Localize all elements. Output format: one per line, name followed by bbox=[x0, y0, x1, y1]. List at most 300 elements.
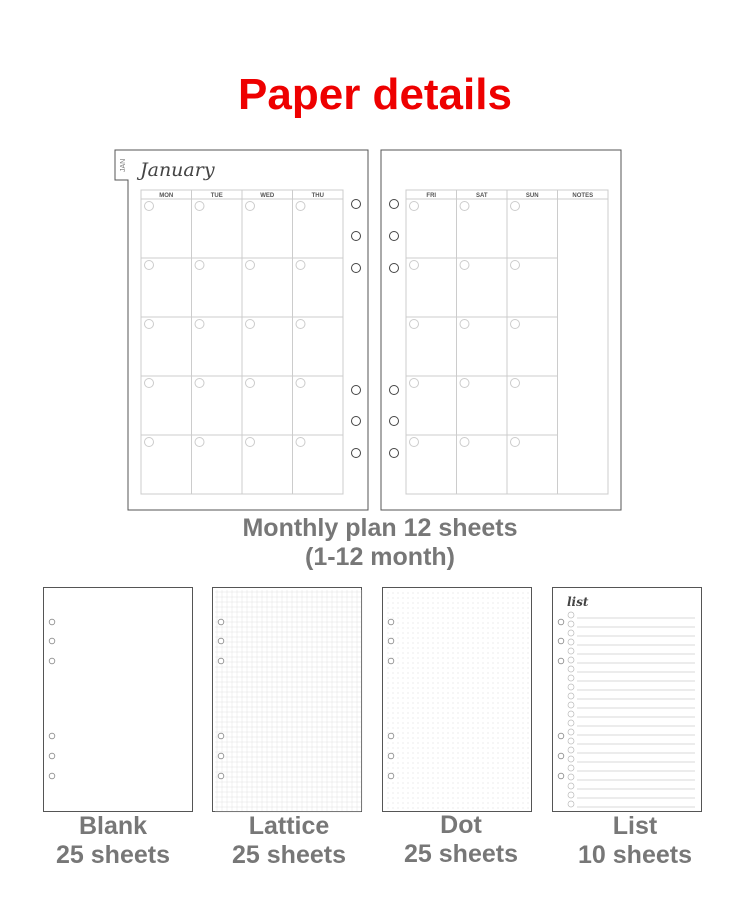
dot bbox=[393, 708, 394, 709]
dot bbox=[493, 718, 494, 719]
dot bbox=[493, 723, 494, 724]
dot bbox=[453, 653, 454, 654]
dot bbox=[523, 638, 524, 639]
dot bbox=[443, 628, 444, 629]
dot bbox=[458, 773, 459, 774]
dot bbox=[433, 653, 434, 654]
binder-hole bbox=[390, 417, 399, 426]
dot bbox=[398, 603, 399, 604]
dot bbox=[388, 598, 389, 599]
dot bbox=[458, 763, 459, 764]
dot bbox=[428, 663, 429, 664]
binder-hole bbox=[390, 232, 399, 241]
dot bbox=[528, 688, 529, 689]
dot bbox=[403, 603, 404, 604]
dot bbox=[418, 798, 419, 799]
day-header: SAT bbox=[475, 193, 488, 199]
list-sheet bbox=[552, 587, 702, 812]
dot bbox=[498, 808, 499, 809]
dot bbox=[453, 628, 454, 629]
dot bbox=[493, 698, 494, 699]
dot bbox=[468, 668, 469, 669]
dot bbox=[433, 758, 434, 759]
dot bbox=[468, 678, 469, 679]
dot bbox=[478, 753, 479, 754]
dot bbox=[393, 788, 394, 789]
dot bbox=[433, 738, 434, 739]
binder-hole bbox=[49, 619, 55, 625]
dot bbox=[443, 688, 444, 689]
dot bbox=[403, 673, 404, 674]
dot bbox=[488, 793, 489, 794]
dot bbox=[413, 768, 414, 769]
dot bbox=[443, 703, 444, 704]
dot bbox=[463, 603, 464, 604]
dot bbox=[448, 623, 449, 624]
binder-hole bbox=[388, 658, 394, 664]
dot bbox=[483, 653, 484, 654]
dot bbox=[523, 793, 524, 794]
dot bbox=[478, 663, 479, 664]
dot bbox=[498, 633, 499, 634]
dot bbox=[473, 763, 474, 764]
dot bbox=[468, 718, 469, 719]
dot bbox=[403, 808, 404, 809]
dot bbox=[433, 613, 434, 614]
dot bbox=[503, 668, 504, 669]
dot bbox=[388, 798, 389, 799]
dot bbox=[453, 803, 454, 804]
dot bbox=[413, 723, 414, 724]
dot bbox=[498, 783, 499, 784]
dot bbox=[513, 593, 514, 594]
dot bbox=[433, 708, 434, 709]
dot bbox=[453, 733, 454, 734]
dot bbox=[413, 673, 414, 674]
dot bbox=[503, 618, 504, 619]
dot bbox=[388, 713, 389, 714]
dot bbox=[463, 678, 464, 679]
dot bbox=[513, 793, 514, 794]
dot bbox=[508, 783, 509, 784]
dot bbox=[398, 713, 399, 714]
dot bbox=[523, 698, 524, 699]
checkbox-circle bbox=[568, 774, 574, 780]
dot bbox=[473, 613, 474, 614]
dot bbox=[478, 613, 479, 614]
dot bbox=[408, 743, 409, 744]
day-header: SUN bbox=[525, 193, 539, 199]
checkbox-circle bbox=[568, 783, 574, 789]
dot bbox=[388, 633, 389, 634]
dot bbox=[483, 738, 484, 739]
dot bbox=[448, 788, 449, 789]
dot bbox=[428, 783, 429, 784]
dot bbox=[398, 688, 399, 689]
dot bbox=[408, 748, 409, 749]
dot bbox=[488, 653, 489, 654]
dot bbox=[518, 633, 519, 634]
dot bbox=[388, 708, 389, 709]
dot bbox=[523, 658, 524, 659]
dot bbox=[523, 708, 524, 709]
dot bbox=[503, 673, 504, 674]
dot bbox=[448, 633, 449, 634]
dot bbox=[433, 643, 434, 644]
dot bbox=[448, 613, 449, 614]
dot bbox=[423, 798, 424, 799]
dot bbox=[508, 643, 509, 644]
dot bbox=[398, 658, 399, 659]
dot bbox=[483, 608, 484, 609]
dot bbox=[483, 648, 484, 649]
dot bbox=[388, 728, 389, 729]
dot bbox=[433, 803, 434, 804]
dot bbox=[408, 753, 409, 754]
dot bbox=[463, 638, 464, 639]
dot bbox=[393, 678, 394, 679]
dot bbox=[463, 793, 464, 794]
dot bbox=[458, 783, 459, 784]
dot bbox=[403, 713, 404, 714]
dot bbox=[423, 743, 424, 744]
dot bbox=[498, 718, 499, 719]
dot bbox=[448, 598, 449, 599]
dot bbox=[413, 668, 414, 669]
dot bbox=[423, 803, 424, 804]
dot bbox=[403, 733, 404, 734]
dot bbox=[448, 758, 449, 759]
dot bbox=[468, 738, 469, 739]
dot bbox=[443, 693, 444, 694]
dot-caption bbox=[376, 811, 546, 869]
dot bbox=[468, 798, 469, 799]
checkbox-circle bbox=[568, 738, 574, 744]
dot bbox=[438, 593, 439, 594]
dot bbox=[423, 808, 424, 809]
dot bbox=[443, 623, 444, 624]
dot bbox=[418, 603, 419, 604]
dot bbox=[433, 763, 434, 764]
dot bbox=[508, 743, 509, 744]
dot bbox=[463, 668, 464, 669]
dot bbox=[408, 758, 409, 759]
dot bbox=[498, 623, 499, 624]
dot bbox=[493, 808, 494, 809]
dot bbox=[398, 663, 399, 664]
dot bbox=[398, 708, 399, 709]
dot bbox=[503, 728, 504, 729]
dot bbox=[518, 623, 519, 624]
dot bbox=[488, 683, 489, 684]
dot bbox=[493, 778, 494, 779]
dot bbox=[503, 763, 504, 764]
dot bbox=[463, 723, 464, 724]
dot bbox=[473, 688, 474, 689]
dot bbox=[458, 678, 459, 679]
binder-hole bbox=[390, 264, 399, 273]
dot bbox=[458, 748, 459, 749]
dot bbox=[388, 658, 389, 659]
dot bbox=[508, 608, 509, 609]
dot bbox=[513, 633, 514, 634]
dot bbox=[493, 608, 494, 609]
dot bbox=[458, 698, 459, 699]
dot bbox=[443, 733, 444, 734]
dot bbox=[443, 783, 444, 784]
dot bbox=[413, 718, 414, 719]
dot bbox=[413, 713, 414, 714]
dot-sheet bbox=[382, 587, 532, 812]
dot bbox=[503, 653, 504, 654]
dot bbox=[438, 643, 439, 644]
dot bbox=[428, 598, 429, 599]
dot bbox=[483, 788, 484, 789]
dot bbox=[453, 668, 454, 669]
dot bbox=[503, 663, 504, 664]
dot bbox=[483, 768, 484, 769]
dot bbox=[418, 693, 419, 694]
dot bbox=[478, 603, 479, 604]
dot bbox=[498, 678, 499, 679]
dot bbox=[488, 718, 489, 719]
dot bbox=[438, 603, 439, 604]
dot bbox=[513, 693, 514, 694]
blank-sheet bbox=[43, 587, 193, 812]
dot bbox=[473, 668, 474, 669]
dot bbox=[433, 598, 434, 599]
dot bbox=[518, 643, 519, 644]
dot bbox=[448, 668, 449, 669]
dot bbox=[483, 728, 484, 729]
dot bbox=[448, 713, 449, 714]
dot bbox=[513, 608, 514, 609]
dot bbox=[408, 803, 409, 804]
dot bbox=[503, 773, 504, 774]
dot bbox=[493, 628, 494, 629]
checkbox-circle bbox=[568, 792, 574, 798]
dot bbox=[498, 608, 499, 609]
dot bbox=[403, 708, 404, 709]
dot bbox=[508, 798, 509, 799]
dot bbox=[478, 783, 479, 784]
dot bbox=[478, 768, 479, 769]
dot bbox=[463, 713, 464, 714]
dot bbox=[403, 723, 404, 724]
dot bbox=[433, 728, 434, 729]
dot bbox=[398, 758, 399, 759]
dot bbox=[528, 778, 529, 779]
dot bbox=[518, 608, 519, 609]
dot bbox=[513, 698, 514, 699]
dot bbox=[453, 783, 454, 784]
dot bbox=[453, 728, 454, 729]
dot bbox=[433, 693, 434, 694]
dot bbox=[503, 678, 504, 679]
dot bbox=[398, 753, 399, 754]
dot bbox=[388, 803, 389, 804]
dot bbox=[428, 723, 429, 724]
binder-hole bbox=[388, 753, 394, 759]
dot bbox=[523, 713, 524, 714]
dot bbox=[503, 698, 504, 699]
dot bbox=[393, 783, 394, 784]
dot bbox=[413, 733, 414, 734]
dot bbox=[488, 628, 489, 629]
dot bbox=[413, 633, 414, 634]
dot bbox=[518, 678, 519, 679]
dot bbox=[513, 708, 514, 709]
dot bbox=[428, 738, 429, 739]
dot bbox=[418, 648, 419, 649]
dot bbox=[463, 733, 464, 734]
dot bbox=[528, 783, 529, 784]
dot bbox=[518, 648, 519, 649]
dot bbox=[508, 688, 509, 689]
dot bbox=[393, 703, 394, 704]
dot bbox=[523, 798, 524, 799]
dot bbox=[423, 618, 424, 619]
dot bbox=[408, 733, 409, 734]
binder-hole bbox=[388, 619, 394, 625]
dot bbox=[498, 773, 499, 774]
dot bbox=[478, 763, 479, 764]
dot bbox=[443, 663, 444, 664]
dot bbox=[393, 768, 394, 769]
dot bbox=[393, 723, 394, 724]
dot bbox=[478, 723, 479, 724]
dot bbox=[493, 703, 494, 704]
dot bbox=[423, 738, 424, 739]
dot bbox=[403, 623, 404, 624]
dot bbox=[403, 668, 404, 669]
binder-hole bbox=[352, 200, 361, 209]
dot bbox=[523, 728, 524, 729]
dot bbox=[493, 663, 494, 664]
dot bbox=[483, 678, 484, 679]
dot bbox=[498, 653, 499, 654]
dot bbox=[418, 713, 419, 714]
dot bbox=[443, 738, 444, 739]
dot bbox=[448, 703, 449, 704]
dot bbox=[438, 683, 439, 684]
dot bbox=[518, 803, 519, 804]
dot bbox=[393, 628, 394, 629]
dot bbox=[523, 683, 524, 684]
dot bbox=[473, 703, 474, 704]
dot bbox=[493, 638, 494, 639]
dot bbox=[528, 768, 529, 769]
dot bbox=[458, 668, 459, 669]
dot bbox=[468, 763, 469, 764]
dot bbox=[513, 623, 514, 624]
dot bbox=[428, 658, 429, 659]
dot bbox=[433, 683, 434, 684]
dot bbox=[423, 778, 424, 779]
dot bbox=[398, 768, 399, 769]
checkbox-circle bbox=[568, 666, 574, 672]
dot bbox=[388, 703, 389, 704]
dot bbox=[448, 643, 449, 644]
dot bbox=[408, 628, 409, 629]
dot bbox=[453, 678, 454, 679]
dot bbox=[468, 638, 469, 639]
dot bbox=[458, 768, 459, 769]
dot bbox=[448, 663, 449, 664]
dot bbox=[393, 688, 394, 689]
dot bbox=[498, 738, 499, 739]
dot bbox=[403, 718, 404, 719]
dot bbox=[428, 698, 429, 699]
dot bbox=[528, 633, 529, 634]
dot bbox=[423, 758, 424, 759]
binder-hole bbox=[352, 232, 361, 241]
dot bbox=[398, 668, 399, 669]
dot bbox=[493, 658, 494, 659]
dot bbox=[473, 718, 474, 719]
dot bbox=[403, 783, 404, 784]
dot bbox=[513, 758, 514, 759]
dot bbox=[438, 723, 439, 724]
dot bbox=[483, 763, 484, 764]
dot bbox=[468, 723, 469, 724]
dot bbox=[493, 773, 494, 774]
dot bbox=[388, 668, 389, 669]
dot bbox=[438, 703, 439, 704]
dot bbox=[473, 638, 474, 639]
dot bbox=[408, 788, 409, 789]
dot bbox=[518, 783, 519, 784]
dot bbox=[528, 748, 529, 749]
dot bbox=[488, 673, 489, 674]
dot bbox=[408, 793, 409, 794]
dot bbox=[453, 808, 454, 809]
dot bbox=[408, 648, 409, 649]
dot bbox=[488, 613, 489, 614]
dot bbox=[423, 733, 424, 734]
dot bbox=[388, 593, 389, 594]
dot bbox=[493, 678, 494, 679]
dot bbox=[458, 663, 459, 664]
dot bbox=[403, 758, 404, 759]
dot bbox=[418, 703, 419, 704]
binder-hole bbox=[49, 733, 55, 739]
dot bbox=[528, 658, 529, 659]
dot bbox=[478, 698, 479, 699]
dot bbox=[523, 678, 524, 679]
dot bbox=[418, 723, 419, 724]
dot bbox=[508, 638, 509, 639]
dot bbox=[443, 698, 444, 699]
dot bbox=[443, 718, 444, 719]
dot bbox=[463, 623, 464, 624]
dot bbox=[468, 698, 469, 699]
dot bbox=[473, 643, 474, 644]
dot bbox=[523, 758, 524, 759]
dot bbox=[453, 758, 454, 759]
dot bbox=[498, 688, 499, 689]
dot bbox=[518, 778, 519, 779]
dot bbox=[513, 738, 514, 739]
dot bbox=[443, 758, 444, 759]
dot bbox=[478, 693, 479, 694]
dot bbox=[393, 668, 394, 669]
dot bbox=[478, 798, 479, 799]
dot bbox=[493, 768, 494, 769]
dot bbox=[393, 683, 394, 684]
dot bbox=[423, 663, 424, 664]
dot bbox=[513, 763, 514, 764]
